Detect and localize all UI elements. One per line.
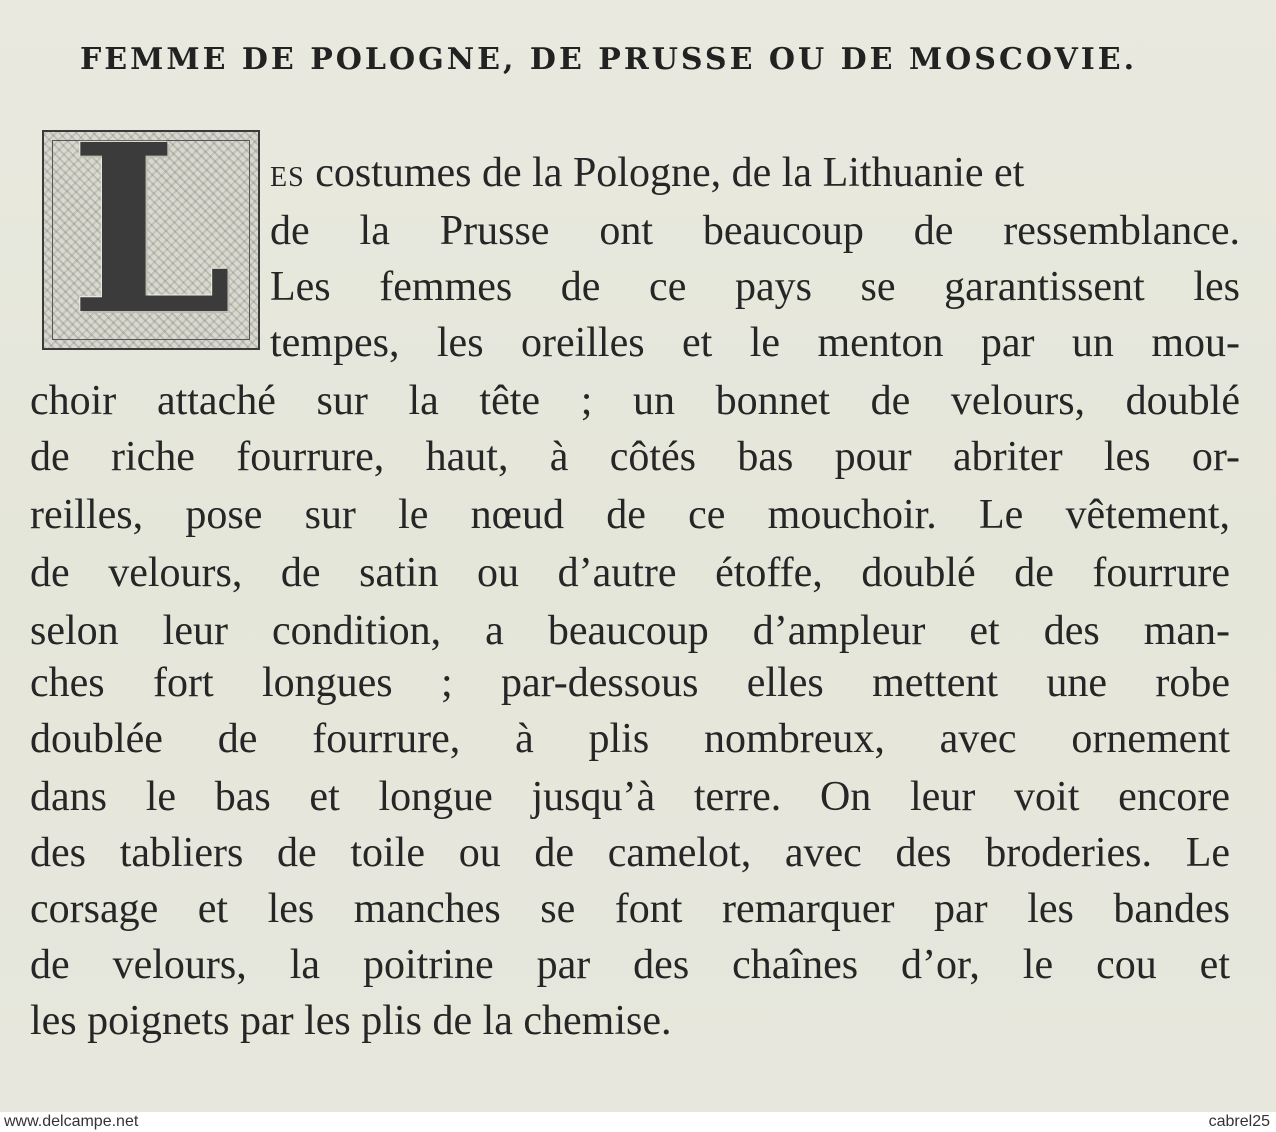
ornamental-drop-cap — [42, 93, 260, 366]
text-line-1 — [270, 152, 1240, 194]
text-line-3: Les femmes de ce pays se garantissent les — [270, 264, 1240, 310]
text-line-13: des tabliers de toile ou de camelot, avec des broderies. Le — [30, 830, 1230, 876]
text-line-6: de riche fourrure, haut, à côtés bas pour abriter les or- — [30, 434, 1240, 480]
text-line-16: les poignets par les plis de la chemise. — [30, 998, 672, 1044]
text-line-7: reilles, pose sur le nœud de ce mouchoir. Le vêtement, — [30, 492, 1230, 538]
text-line-12: dans le bas et longue jusqu’à terre. On leur voit encore — [30, 774, 1230, 820]
text-line-9: selon leur condition, a beaucoup d’ampleur et des man- — [30, 608, 1230, 654]
page-title: FEMME DE POLOGNE, DE PRUSSE OU DE MOSCOVIE. — [80, 42, 1138, 77]
first-word-small-caps: ES — [270, 162, 305, 193]
site-watermark: www.delcampe.net — [4, 1113, 139, 1130]
text-line-15: de velours, la poitrine par des chaînes d’or, le cou et — [30, 942, 1230, 988]
watermark-bar — [0, 1112, 1276, 1132]
text-line-1-rest: costumes de la Pologne, de la Lithuanie et — [304, 150, 1025, 196]
drop-cap-letter: L — [69, 93, 233, 366]
text-line-4: tempes, les oreilles et le menton par un mou- — [270, 320, 1240, 366]
text-line-14: corsage et les manches se font remarquer par les bandes — [30, 886, 1230, 932]
text-line-8: de velours, de satin ou d’autre étoffe, doublé de fourrure — [30, 550, 1230, 596]
text-line-10: ches fort longues ; par-dessous elles mettent une robe — [30, 660, 1230, 706]
text-line-5: choir attaché sur la tête ; un bonnet de velours, doublé — [30, 378, 1240, 424]
text-line-11: doublée de fourrure, à plis nombreux, avec ornement — [30, 716, 1230, 762]
seller-watermark: cabrel25 — [1208, 1113, 1270, 1130]
text-line-2: de la Prusse ont beaucoup de ressemblance. — [270, 208, 1240, 254]
